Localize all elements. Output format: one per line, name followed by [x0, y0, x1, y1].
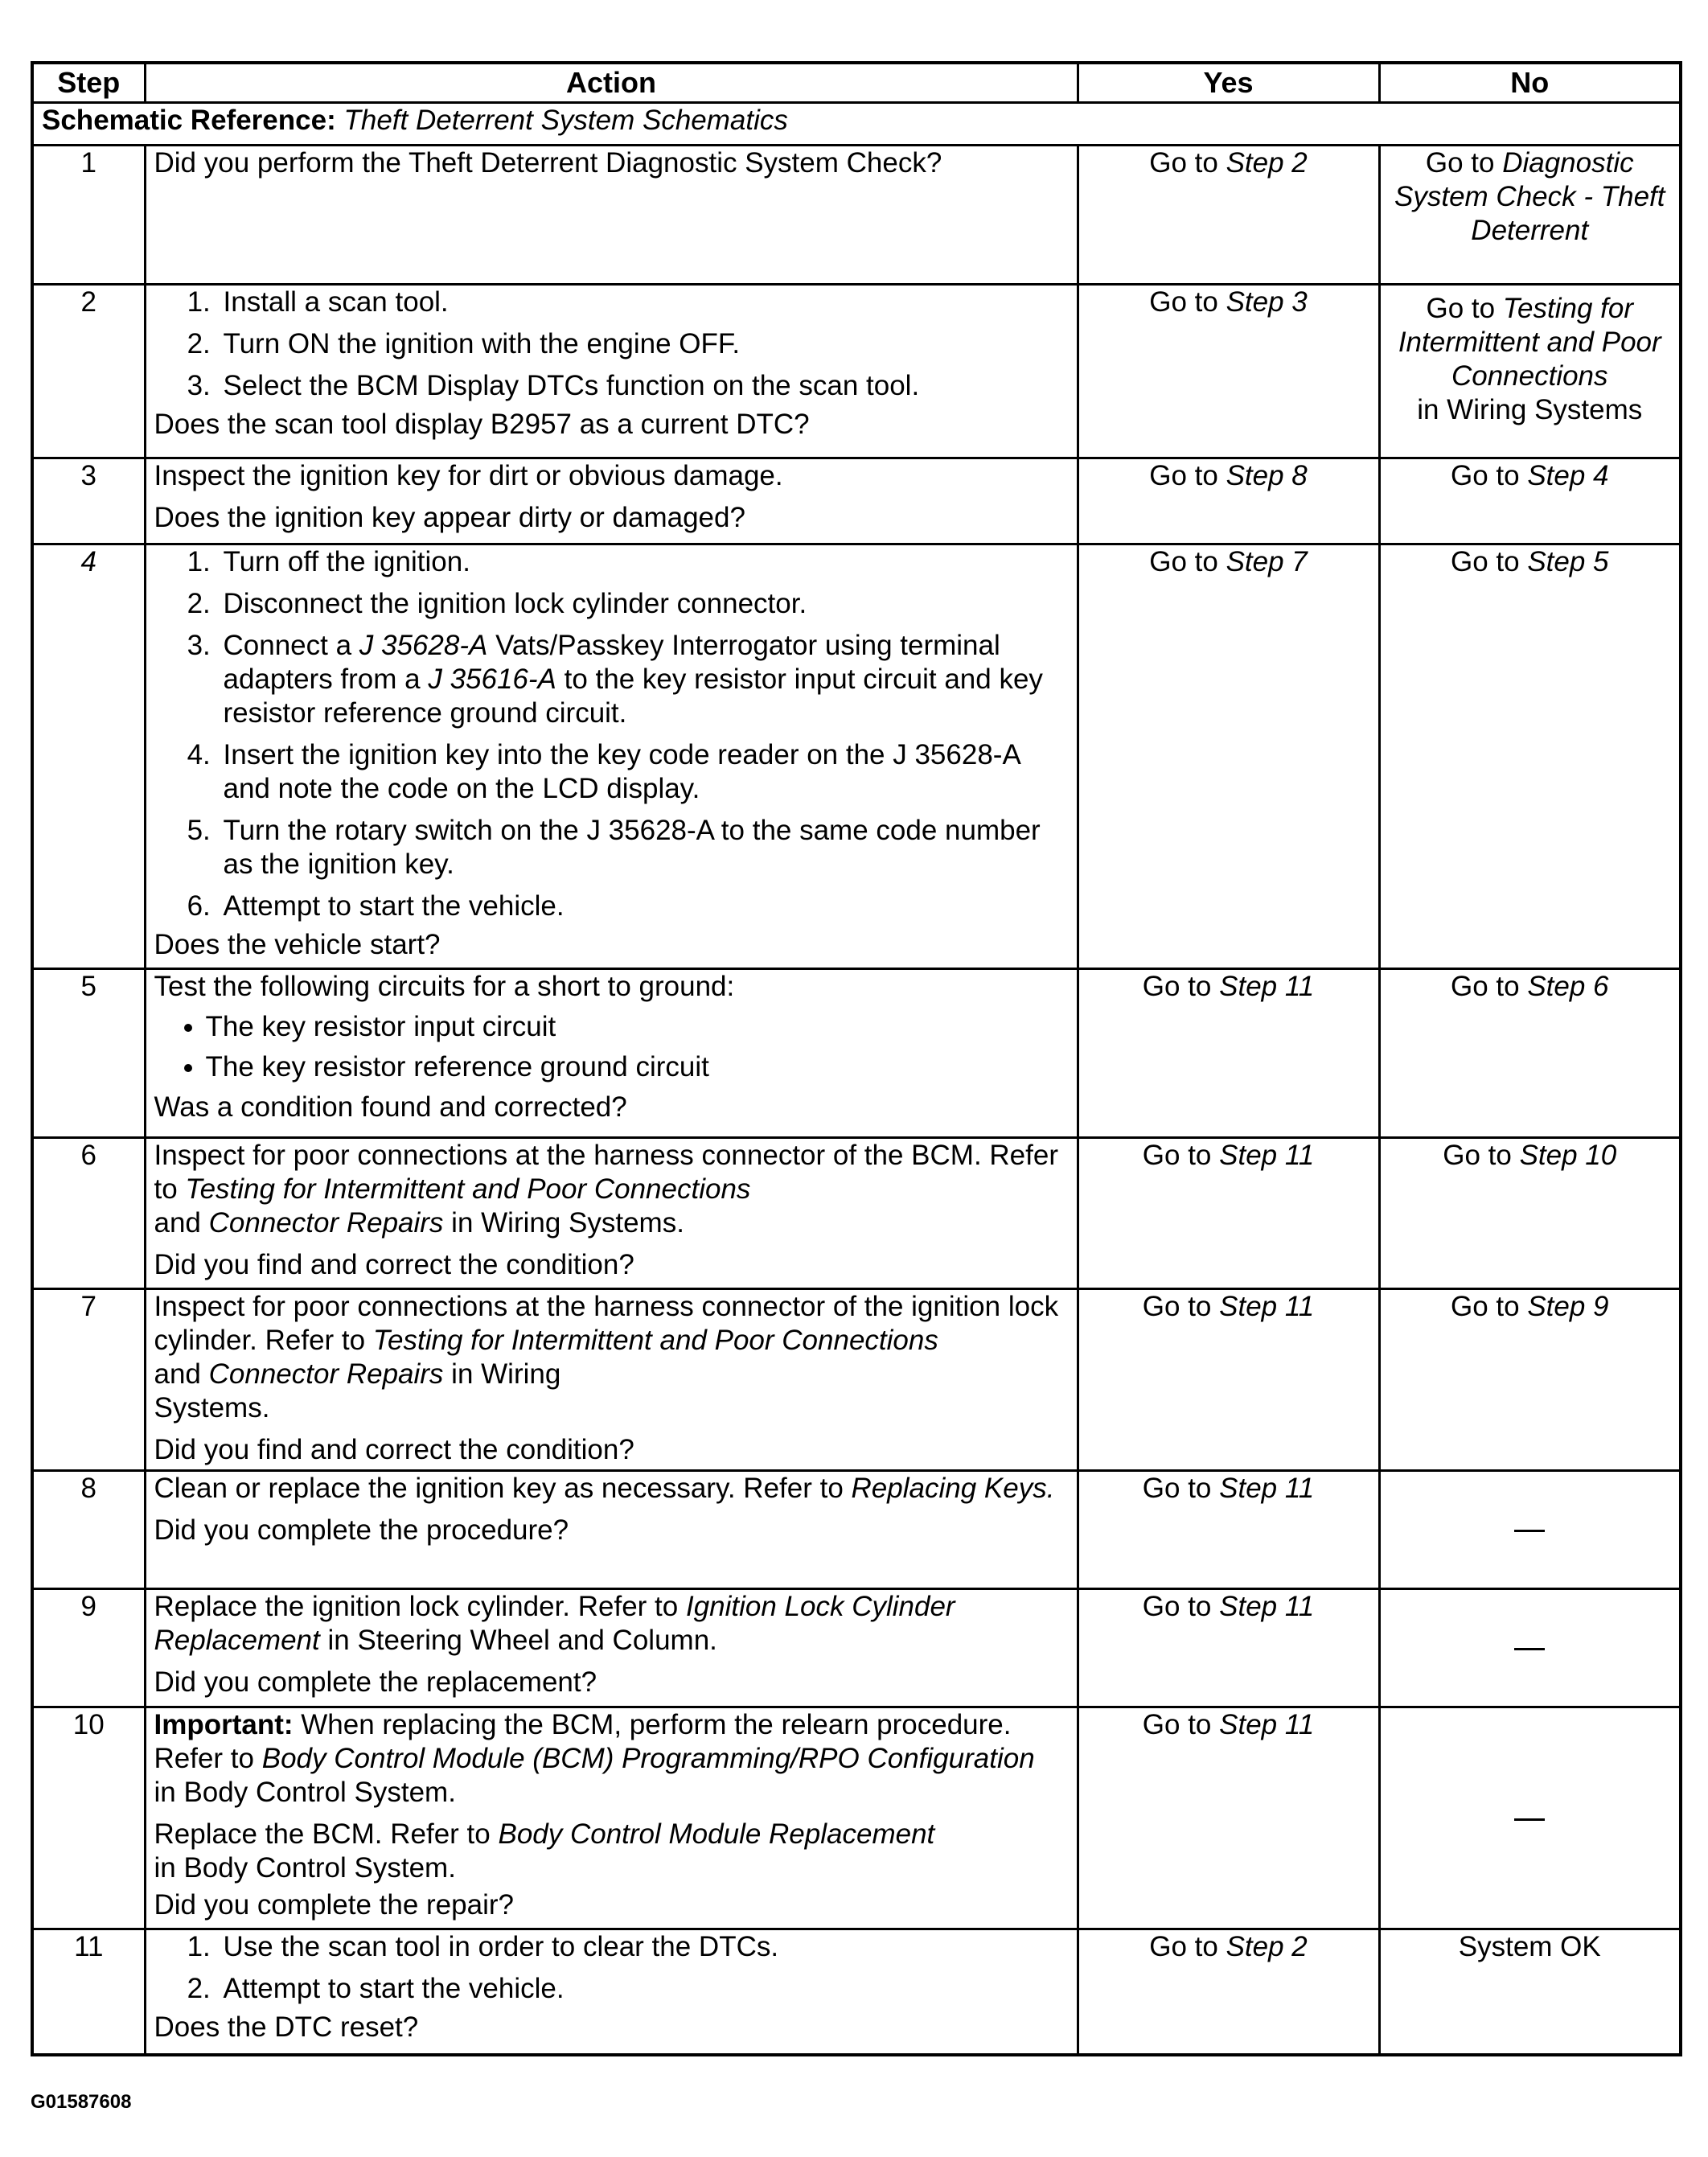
action-step-item: 1. Turn off the ignition.	[219, 545, 1069, 579]
step-number: 4	[32, 544, 145, 969]
action-step-item: 4. Insert the ignition key into the key code reader on the J 35628-A and note the code on the LCD display.	[219, 738, 1069, 806]
schematic-reference	[32, 103, 1681, 146]
tool-reference: J 35628-A	[359, 630, 488, 661]
yes-link[interactable]: Step 11	[1219, 971, 1315, 1002]
action-question: Did you complete the repair?	[154, 1889, 514, 1921]
yes-link[interactable]: Step 11	[1219, 1591, 1315, 1622]
yes-cell: Go to Step 11	[1078, 1589, 1379, 1707]
no-link[interactable]: Step 9	[1527, 1291, 1609, 1322]
schematic-reference-label: Schematic Reference:	[42, 105, 336, 136]
reference-link[interactable]: Body Control Module (BCM) Programming/RPO Configuration	[261, 1743, 1035, 1774]
action-cell	[145, 1289, 1078, 1471]
step-number: 2	[32, 285, 145, 458]
table-row	[32, 1589, 1681, 1707]
no-cell: Go to Step 4	[1379, 458, 1681, 544]
figure-id: G01587608	[31, 2091, 132, 2113]
yes-link[interactable]: Step 2	[1226, 1931, 1308, 1962]
action-text: Inspect for poor connections at the harness connector of the BCM. Refer to Testing for Intermittent and Poor Connections and Connector Repairs in Wiring Systems.	[154, 1140, 1058, 1239]
action-cell	[145, 1707, 1078, 1929]
header-step: Step	[32, 63, 145, 103]
no-cell	[1379, 1589, 1681, 1707]
step-number: 3	[32, 458, 145, 544]
action-step-item: 2. Turn ON the ignition with the engine OFF.	[219, 327, 1069, 361]
action-steps	[154, 286, 1069, 403]
bullet-item: • The key resistor input circuit	[206, 1010, 1069, 1044]
tool-reference: J 35616-A	[428, 664, 556, 695]
action-step-item: 5. Turn the rotary switch on the J 35628-A to the same code number as the ignition key.	[219, 814, 1069, 881]
yes-cell: Go to Step 8	[1078, 458, 1379, 544]
step-number: 8	[32, 1471, 145, 1589]
no-link[interactable]: Step 10	[1519, 1140, 1617, 1171]
header-yes: Yes	[1078, 63, 1379, 103]
action-step-item: 6. Attempt to start the vehicle.	[219, 890, 1069, 923]
no-cell: Go to Testing for Intermittent and Poor Connections in Wiring Systems	[1379, 285, 1681, 458]
em-dash	[1514, 1530, 1545, 1532]
yes-cell: Go to Step 2	[1078, 146, 1379, 285]
action-question: Does the ignition key appear dirty or damaged?	[154, 502, 745, 533]
action-question: Does the vehicle start?	[154, 929, 441, 960]
reference-link[interactable]: Testing for Intermittent and Poor Connections	[185, 1173, 751, 1205]
action-cell	[145, 1138, 1078, 1289]
diagnostic-table	[31, 61, 1682, 2056]
no-cell	[1379, 1707, 1681, 1929]
header-action: Action	[145, 63, 1078, 103]
action-step-item: 2. Disconnect the ignition lock cylinder connector.	[219, 587, 1069, 621]
step-number: 7	[32, 1289, 145, 1471]
action-question: Did you find and correct the condition?	[154, 1434, 634, 1465]
yes-link[interactable]: Step 11	[1219, 1709, 1315, 1740]
table-row	[32, 285, 1681, 458]
yes-link[interactable]: Step 3	[1226, 286, 1308, 318]
reference-link[interactable]: Body Control Module Replacement	[498, 1818, 935, 1850]
no-link[interactable]: Testing for Intermittent and Poor Connections	[1398, 293, 1661, 392]
table-row	[32, 544, 1681, 969]
action-question: Was a condition found and corrected?	[154, 1091, 627, 1123]
action-cell	[145, 1589, 1078, 1707]
action-cell	[145, 544, 1078, 969]
action-step-item: 3. Select the BCM Display DTCs function on the scan tool.	[219, 369, 1069, 403]
action-steps	[154, 1930, 1069, 2006]
action-cell	[145, 146, 1078, 285]
schematic-reference-link[interactable]: Theft Deterrent System Schematics	[343, 105, 788, 136]
action-cell	[145, 458, 1078, 544]
action-cell	[145, 969, 1078, 1138]
table-row	[32, 146, 1681, 285]
table-row	[32, 458, 1681, 544]
action-step-item: 1. Install a scan tool.	[219, 286, 1069, 319]
reference-link[interactable]: Connector Repairs	[208, 1358, 444, 1390]
reference-link[interactable]: Ignition Lock Cylinder Replacement	[154, 1591, 955, 1656]
action-step-item: 2. Attempt to start the vehicle.	[219, 1972, 1069, 2006]
action-cell	[145, 1471, 1078, 1589]
yes-cell: Go to Step 11	[1078, 1289, 1379, 1471]
yes-link[interactable]: Step 8	[1226, 460, 1308, 491]
yes-link[interactable]: Step 11	[1219, 1291, 1315, 1322]
no-cell: System OK	[1379, 1929, 1681, 2055]
em-dash	[1514, 1648, 1545, 1650]
no-link[interactable]: Step 6	[1527, 971, 1609, 1002]
reference-link[interactable]: Testing for Intermittent and Poor Connections	[372, 1325, 938, 1356]
yes-cell: Go to Step 11	[1078, 1138, 1379, 1289]
action-cell	[145, 285, 1078, 458]
table-row	[32, 1289, 1681, 1471]
action-question: Did you complete the replacement?	[154, 1666, 597, 1698]
header-row	[32, 63, 1681, 103]
action-text: Replace the ignition lock cylinder. Refer to Ignition Lock Cylinder Replacement in Steering Wheel and Column.	[154, 1591, 955, 1656]
step-number: 1	[32, 146, 145, 285]
action-step-item: 1. Use the scan tool in order to clear the DTCs.	[219, 1930, 1069, 1964]
action-question: Did you find and correct the condition?	[154, 1249, 634, 1280]
step-number: 9	[32, 1589, 145, 1707]
action-question: Does the DTC reset?	[154, 2011, 419, 2043]
action-text: Clean or replace the ignition key as necessary. Refer to Replacing Keys.	[154, 1473, 1055, 1504]
schematic-reference-row	[32, 103, 1681, 146]
action-question: Did you perform the Theft Deterrent Diagnostic System Check?	[154, 147, 942, 179]
yes-link[interactable]: Step 11	[1219, 1473, 1315, 1504]
no-cell	[1379, 1471, 1681, 1589]
yes-cell: Go to Step 2	[1078, 1929, 1379, 2055]
action-bullets	[154, 1010, 1069, 1084]
action-steps	[154, 545, 1069, 923]
yes-link[interactable]: Step 2	[1226, 147, 1308, 179]
table-row	[32, 1929, 1681, 2055]
action-step-item: 3. Connect a J 35628-A Vats/Passkey Interrogator using terminal adapters from a J 35616-A to the key resistor input circuit and key resistor reference ground circuit.	[219, 629, 1069, 730]
yes-cell: Go to Step 7	[1078, 544, 1379, 969]
no-cell: Go to Diagnostic System Check - Theft Deterrent	[1379, 146, 1681, 285]
step-number: 11	[32, 1929, 145, 2055]
em-dash	[1514, 1818, 1545, 1821]
important-note: Important: When replacing the BCM, perform the relearn procedure. Refer to Body Control Module (BCM) Programming/RPO Configuration in Body Control System.	[154, 1709, 1035, 1808]
table-row	[32, 1138, 1681, 1289]
no-cell: Go to Step 9	[1379, 1289, 1681, 1471]
important-label: Important:	[154, 1709, 294, 1740]
step-number: 5	[32, 969, 145, 1138]
no-cell: Go to Step 5	[1379, 544, 1681, 969]
action-text: Replace the BCM. Refer to Body Control Module Replacement in Body Control System.	[154, 1818, 935, 1884]
no-link[interactable]: Diagnostic System Check - Theft Deterrent	[1394, 147, 1665, 246]
reference-link[interactable]: Connector Repairs	[208, 1207, 444, 1239]
table-row	[32, 1707, 1681, 1929]
step-number: 10	[32, 1707, 145, 1929]
no-cell: Go to Step 6	[1379, 969, 1681, 1138]
reference-link[interactable]: Replacing Keys	[851, 1473, 1047, 1504]
table-row	[32, 969, 1681, 1138]
step-number: 6	[32, 1138, 145, 1289]
yes-cell: Go to Step 3	[1078, 285, 1379, 458]
table-row	[32, 1471, 1681, 1589]
no-link[interactable]: Step 4	[1527, 460, 1609, 491]
yes-cell: Go to Step 11	[1078, 1707, 1379, 1929]
action-text: Inspect for poor connections at the harness connector of the ignition lock cylinder. Refer to Testing for Intermittent and Poor Connections and Connector Repairs in Wiring Systems.	[154, 1291, 1059, 1424]
bullet-item: • The key resistor reference ground circuit	[206, 1050, 1069, 1084]
yes-cell: Go to Step 11	[1078, 969, 1379, 1138]
yes-link[interactable]: Step 11	[1219, 1140, 1315, 1171]
yes-cell: Go to Step 11	[1078, 1471, 1379, 1589]
action-question: Did you complete the procedure?	[154, 1514, 569, 1546]
yes-link[interactable]: Step 7	[1226, 546, 1308, 577]
action-question: Does the scan tool display B2957 as a current DTC?	[154, 409, 810, 440]
no-link[interactable]: Step 5	[1527, 546, 1609, 577]
action-cell	[145, 1929, 1078, 2055]
action-text: Inspect the ignition key for dirt or obvious damage.	[154, 460, 783, 491]
header-no: No	[1379, 63, 1681, 103]
no-cell: Go to Step 10	[1379, 1138, 1681, 1289]
action-text: Test the following circuits for a short to ground:	[154, 971, 735, 1002]
